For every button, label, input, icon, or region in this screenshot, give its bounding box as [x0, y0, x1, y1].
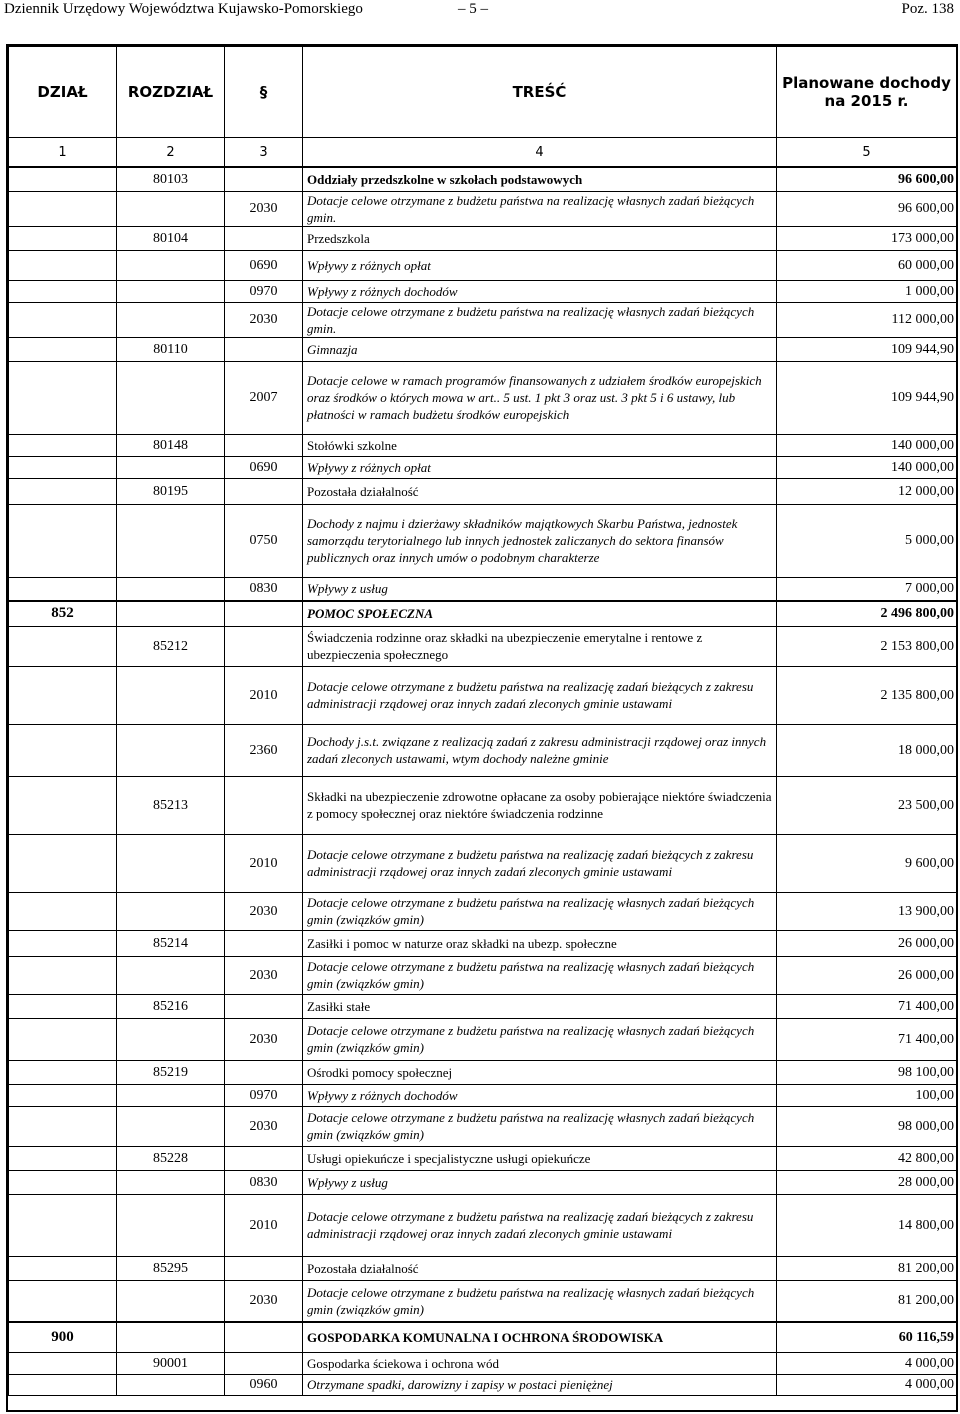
- amount-cell: 26 000,00: [777, 930, 957, 956]
- paragraph-row: [9, 577, 957, 601]
- rozdzial-cell: [117, 601, 225, 626]
- tresc-cell: Zasiłki stałe: [303, 994, 777, 1018]
- dzial-cell: [9, 930, 117, 956]
- rozdzial-cell: [117, 302, 225, 337]
- paragraph-cell: 0690: [225, 456, 303, 478]
- amount-cell: 140 000,00: [777, 434, 957, 456]
- rozdzial-cell: 85214: [117, 930, 225, 956]
- page-number: – 5 –: [458, 1, 488, 17]
- amount-cell: 109 944,90: [777, 337, 957, 361]
- amount-cell: 71 400,00: [777, 994, 957, 1018]
- rozdzial-cell: [117, 1374, 225, 1395]
- dzial-cell: [9, 456, 117, 478]
- paragraph-cell: 2030: [225, 892, 303, 930]
- paragraph-cell: [225, 930, 303, 956]
- paragraph-cell: 2030: [225, 956, 303, 994]
- paragraph-cell: 0750: [225, 504, 303, 577]
- rozdzial-cell: 85216: [117, 994, 225, 1018]
- chapter-row: [9, 167, 957, 191]
- col-rozdzial: ROZDZIAŁ: [117, 47, 225, 138]
- dzial-cell: 852: [9, 601, 117, 626]
- paragraph-cell: 2360: [225, 724, 303, 776]
- amount-cell: 28 000,00: [777, 1170, 957, 1194]
- paragraph-cell: [225, 478, 303, 504]
- dzial-cell: [9, 1170, 117, 1194]
- paragraph-cell: 2010: [225, 1194, 303, 1256]
- dzial-cell: [9, 337, 117, 361]
- rozdzial-cell: [117, 504, 225, 577]
- rozdzial-cell: [117, 280, 225, 302]
- rozdzial-cell: [117, 834, 225, 892]
- paragraph-cell: [225, 601, 303, 626]
- col-num-2: 2: [117, 138, 225, 168]
- paragraph-cell: [225, 994, 303, 1018]
- amount-cell: 96 600,00: [777, 167, 957, 191]
- rozdzial-cell: [117, 1084, 225, 1106]
- rozdzial-cell: [117, 1280, 225, 1322]
- amount-cell: 81 200,00: [777, 1280, 957, 1322]
- amount-cell: 14 800,00: [777, 1194, 957, 1256]
- paragraph-cell: [225, 1256, 303, 1280]
- dzial-cell: [9, 1018, 117, 1060]
- dzial-cell: [9, 434, 117, 456]
- tresc-cell: GOSPODARKA KOMUNALNA I OCHRONA ŚRODOWISKA: [303, 1322, 777, 1352]
- tresc-cell: Ośrodki pomocy społecznej: [303, 1060, 777, 1084]
- number-row: [9, 138, 957, 168]
- rozdzial-cell: [117, 1194, 225, 1256]
- amount-cell: 4 000,00: [777, 1374, 957, 1395]
- paragraph-row: [9, 834, 957, 892]
- position-number: Poz. 138: [901, 1, 954, 17]
- amount-cell: 112 000,00: [777, 302, 957, 337]
- dzial-cell: [9, 1374, 117, 1395]
- col-planned: Planowane dochody na 2015 r.: [777, 47, 957, 138]
- amount-cell: 60 000,00: [777, 250, 957, 280]
- rozdzial-cell: [117, 1018, 225, 1060]
- col-num-5: 5: [777, 138, 957, 168]
- paragraph-cell: 0970: [225, 1084, 303, 1106]
- paragraph-cell: [225, 167, 303, 191]
- tresc-cell: Pozostała działalność: [303, 478, 777, 504]
- rozdzial-cell: 80195: [117, 478, 225, 504]
- paragraph-cell: [225, 337, 303, 361]
- dzial-cell: [9, 226, 117, 250]
- rozdzial-cell: [117, 577, 225, 601]
- paragraph-cell: [225, 626, 303, 666]
- col-tresc: TREŚĆ: [303, 47, 777, 138]
- amount-cell: 13 900,00: [777, 892, 957, 930]
- amount-cell: 2 496 800,00: [777, 601, 957, 626]
- col-num-3: 3: [225, 138, 303, 168]
- chapter-row: [9, 1352, 957, 1374]
- tresc-cell: Wpływy z różnych opłat: [303, 250, 777, 280]
- rozdzial-cell: [117, 666, 225, 724]
- rozdzial-cell: 85219: [117, 1060, 225, 1084]
- rozdzial-cell: 85228: [117, 1146, 225, 1170]
- dzial-cell: [9, 577, 117, 601]
- col-num-4: 4: [303, 138, 777, 168]
- dzial-cell: [9, 626, 117, 666]
- amount-cell: 100,00: [777, 1084, 957, 1106]
- rozdzial-cell: [117, 1170, 225, 1194]
- tresc-cell: Otrzymane spadki, darowizny i zapisy w postaci pieniężnej: [303, 1374, 777, 1395]
- dzial-cell: [9, 994, 117, 1018]
- paragraph-row: [9, 250, 957, 280]
- paragraph-row: [9, 504, 957, 577]
- paragraph-cell: [225, 1322, 303, 1352]
- paragraph-cell: 0830: [225, 577, 303, 601]
- rozdzial-cell: [117, 456, 225, 478]
- rozdzial-cell: 80104: [117, 226, 225, 250]
- paragraph-cell: 0960: [225, 1374, 303, 1395]
- rozdzial-cell: [117, 1322, 225, 1352]
- dzial-cell: [9, 834, 117, 892]
- paragraph-row: [9, 1280, 957, 1322]
- paragraph-cell: [225, 434, 303, 456]
- col-paragraph: §: [225, 47, 303, 138]
- paragraph-cell: 0970: [225, 280, 303, 302]
- paragraph-row: [9, 1084, 957, 1106]
- paragraph-row: [9, 1018, 957, 1060]
- rozdzial-cell: [117, 361, 225, 434]
- paragraph-cell: [225, 226, 303, 250]
- chapter-row: [9, 337, 957, 361]
- rozdzial-cell: 80103: [117, 167, 225, 191]
- dzial-cell: [9, 191, 117, 226]
- paragraph-row: [9, 892, 957, 930]
- tresc-cell: Dotacje celowe otrzymane z budżetu państwa na realizację własnych zadań bieżących gmin (związków gmin): [303, 1106, 777, 1146]
- chapter-row: [9, 478, 957, 504]
- amount-cell: 42 800,00: [777, 1146, 957, 1170]
- paragraph-row: [9, 1194, 957, 1256]
- paragraph-cell: 2030: [225, 191, 303, 226]
- tresc-cell: Dotacje celowe otrzymane z budżetu państwa na realizację zadań bieżących z zakresu administracji rządowej oraz innych zadań zleconych gminie ustawami: [303, 834, 777, 892]
- paragraph-cell: 0830: [225, 1170, 303, 1194]
- paragraph-cell: [225, 1060, 303, 1084]
- rozdzial-cell: 80110: [117, 337, 225, 361]
- tresc-cell: Wpływy z usług: [303, 1170, 777, 1194]
- tresc-cell: Zasiłki i pomoc w naturze oraz składki na ubezp. społeczne: [303, 930, 777, 956]
- tresc-cell: Dotacje celowe otrzymane z budżetu państwa na realizację zadań bieżących z zakresu administracji rządowej oraz innych zadań zleconych gminie ustawami: [303, 1194, 777, 1256]
- tresc-cell: Składki na ubezpieczenie zdrowotne opłacane za osoby pobierające niektóre świadczenia z pomocy społecznej oraz niektóre świadczenia rodzinne: [303, 776, 777, 834]
- chapter-row: [9, 434, 957, 456]
- amount-cell: 2 153 800,00: [777, 626, 957, 666]
- amount-cell: 23 500,00: [777, 776, 957, 834]
- dzial-cell: [9, 280, 117, 302]
- amount-cell: 9 600,00: [777, 834, 957, 892]
- dzial-cell: [9, 724, 117, 776]
- tresc-cell: Dochody z najmu i dzierżawy składników majątkowych Skarbu Państwa, jednostek samorządu terytorialnego lub innych jednostek zaliczanych do sektora finansów publicznych oraz innych umów o podobnym charakterze: [303, 504, 777, 577]
- tresc-cell: Dotacje celowe otrzymane z budżetu państwa na realizację zadań bieżących z zakresu administracji rządowej oraz innych zadań zleconych gminie ustawami: [303, 666, 777, 724]
- amount-cell: 4 000,00: [777, 1352, 957, 1374]
- tresc-cell: Dotacje celowe w ramach programów finansowanych z udziałem środków europejskich oraz środków o których mowa w art.. 5 ust. 1 pkt 3 oraz ust. 3 pkt 5 i 6 ustawy, lub płatności w ramach budżetu środków europejskich: [303, 361, 777, 434]
- amount-cell: 7 000,00: [777, 577, 957, 601]
- journal-title: Dziennik Urzędowy Województwa Kujawsko-Pomorskiego: [4, 1, 363, 17]
- amount-cell: 26 000,00: [777, 956, 957, 994]
- dzial-cell: [9, 956, 117, 994]
- paragraph-cell: 2007: [225, 361, 303, 434]
- paragraph-row: [9, 724, 957, 776]
- dzial-cell: [9, 892, 117, 930]
- amount-cell: 140 000,00: [777, 456, 957, 478]
- amount-cell: 173 000,00: [777, 226, 957, 250]
- chapter-row: [9, 626, 957, 666]
- tresc-cell: Gimnazja: [303, 337, 777, 361]
- amount-cell: 12 000,00: [777, 478, 957, 504]
- dzial-cell: [9, 250, 117, 280]
- rozdzial-cell: [117, 191, 225, 226]
- tresc-cell: Gospodarka ściekowa i ochrona wód: [303, 1352, 777, 1374]
- dzial-cell: [9, 776, 117, 834]
- paragraph-row: [9, 666, 957, 724]
- tresc-cell: POMOC SPOŁECZNA: [303, 601, 777, 626]
- dzial-cell: [9, 1106, 117, 1146]
- chapter-row: [9, 226, 957, 250]
- tresc-cell: Dotacje celowe otrzymane z budżetu państwa na realizację własnych zadań bieżących gmin (związków gmin): [303, 956, 777, 994]
- page-header: [0, 0, 960, 22]
- rozdzial-cell: 85295: [117, 1256, 225, 1280]
- paragraph-cell: 2030: [225, 1018, 303, 1060]
- chapter-row: [9, 1060, 957, 1084]
- tresc-cell: Wpływy z różnych dochodów: [303, 280, 777, 302]
- rozdzial-cell: 85213: [117, 776, 225, 834]
- dzial-cell: [9, 1280, 117, 1322]
- paragraph-cell: [225, 1146, 303, 1170]
- col-num-1: 1: [9, 138, 117, 168]
- rozdzial-cell: [117, 956, 225, 994]
- paragraph-cell: [225, 776, 303, 834]
- tresc-cell: Dotacje celowe otrzymane z budżetu państwa na realizację własnych zadań bieżących gmin (związków gmin): [303, 1018, 777, 1060]
- paragraph-row: [9, 302, 957, 337]
- chapter-row: [9, 930, 957, 956]
- paragraph-cell: 2030: [225, 1106, 303, 1146]
- amount-cell: 81 200,00: [777, 1256, 957, 1280]
- amount-cell: 96 600,00: [777, 191, 957, 226]
- tresc-cell: Dotacje celowe otrzymane z budżetu państwa na realizację własnych zadań bieżących gmin (związków gmin): [303, 1280, 777, 1322]
- rozdzial-cell: [117, 724, 225, 776]
- rozdzial-cell: 85212: [117, 626, 225, 666]
- amount-cell: 18 000,00: [777, 724, 957, 776]
- tresc-cell: Usługi opiekuńcze i specjalistyczne usługi opiekuńcze: [303, 1146, 777, 1170]
- tresc-cell: Pozostała działalność: [303, 1256, 777, 1280]
- paragraph-cell: 0690: [225, 250, 303, 280]
- section-row: [9, 601, 957, 626]
- tresc-cell: Wpływy z różnych opłat: [303, 456, 777, 478]
- dzial-cell: [9, 1084, 117, 1106]
- dzial-cell: [9, 302, 117, 337]
- dzial-cell: [9, 1256, 117, 1280]
- paragraph-row: [9, 456, 957, 478]
- paragraph-row: [9, 1170, 957, 1194]
- tresc-cell: Dotacje celowe otrzymane z budżetu państwa na realizację własnych zadań bieżących gmin.: [303, 191, 777, 226]
- paragraph-row: [9, 956, 957, 994]
- amount-cell: 1 000,00: [777, 280, 957, 302]
- amount-cell: 109 944,90: [777, 361, 957, 434]
- tresc-cell: Dotacje celowe otrzymane z budżetu państwa na realizację własnych zadań bieżących gmin.: [303, 302, 777, 337]
- chapter-row: [9, 994, 957, 1018]
- rozdzial-cell: 90001: [117, 1352, 225, 1374]
- paragraph-row: [9, 1374, 957, 1395]
- chapter-row: [9, 1256, 957, 1280]
- dzial-cell: [9, 1194, 117, 1256]
- rozdzial-cell: [117, 250, 225, 280]
- paragraph-cell: 2030: [225, 1280, 303, 1322]
- rozdzial-cell: 80148: [117, 434, 225, 456]
- amount-cell: 98 100,00: [777, 1060, 957, 1084]
- rozdzial-cell: [117, 892, 225, 930]
- amount-cell: 71 400,00: [777, 1018, 957, 1060]
- tresc-cell: Dochody j.s.t. związane z realizacją zadań z zakresu administracji rządowej oraz innych zadań zleconych ustawami, wtym dochody należne gminie: [303, 724, 777, 776]
- paragraph-row: [9, 361, 957, 434]
- revenue-table: [8, 46, 957, 1396]
- section-row: [9, 1322, 957, 1352]
- header-row: [9, 47, 957, 138]
- col-dzial: DZIAŁ: [9, 47, 117, 138]
- table-body: [9, 167, 957, 1395]
- paragraph-row: [9, 1106, 957, 1146]
- tresc-cell: Wpływy z różnych dochodów: [303, 1084, 777, 1106]
- dzial-cell: [9, 504, 117, 577]
- dzial-cell: [9, 361, 117, 434]
- amount-cell: 98 000,00: [777, 1106, 957, 1146]
- dzial-cell: 900: [9, 1322, 117, 1352]
- paragraph-row: [9, 280, 957, 302]
- tresc-cell: Dotacje celowe otrzymane z budżetu państwa na realizację własnych zadań bieżących gmin (związków gmin): [303, 892, 777, 930]
- tresc-cell: Przedszkola: [303, 226, 777, 250]
- paragraph-cell: [225, 1352, 303, 1374]
- paragraph-row: [9, 191, 957, 226]
- tresc-cell: Stołówki szkolne: [303, 434, 777, 456]
- tresc-cell: Oddziały przedszkolne w szkołach podstawowych: [303, 167, 777, 191]
- dzial-cell: [9, 1060, 117, 1084]
- tresc-cell: Wpływy z usług: [303, 577, 777, 601]
- amount-cell: 60 116,59: [777, 1322, 957, 1352]
- rozdzial-cell: [117, 1106, 225, 1146]
- paragraph-cell: 2010: [225, 666, 303, 724]
- chapter-row: [9, 776, 957, 834]
- dzial-cell: [9, 167, 117, 191]
- tresc-cell: Świadczenia rodzinne oraz składki na ubezpieczenie emerytalne i rentowe z ubezpieczenia społecznego: [303, 626, 777, 666]
- amount-cell: 2 135 800,00: [777, 666, 957, 724]
- paragraph-cell: 2010: [225, 834, 303, 892]
- paragraph-cell: 2030: [225, 302, 303, 337]
- dzial-cell: [9, 1146, 117, 1170]
- dzial-cell: [9, 1352, 117, 1374]
- amount-cell: 5 000,00: [777, 504, 957, 577]
- dzial-cell: [9, 666, 117, 724]
- dzial-cell: [9, 478, 117, 504]
- chapter-row: [9, 1146, 957, 1170]
